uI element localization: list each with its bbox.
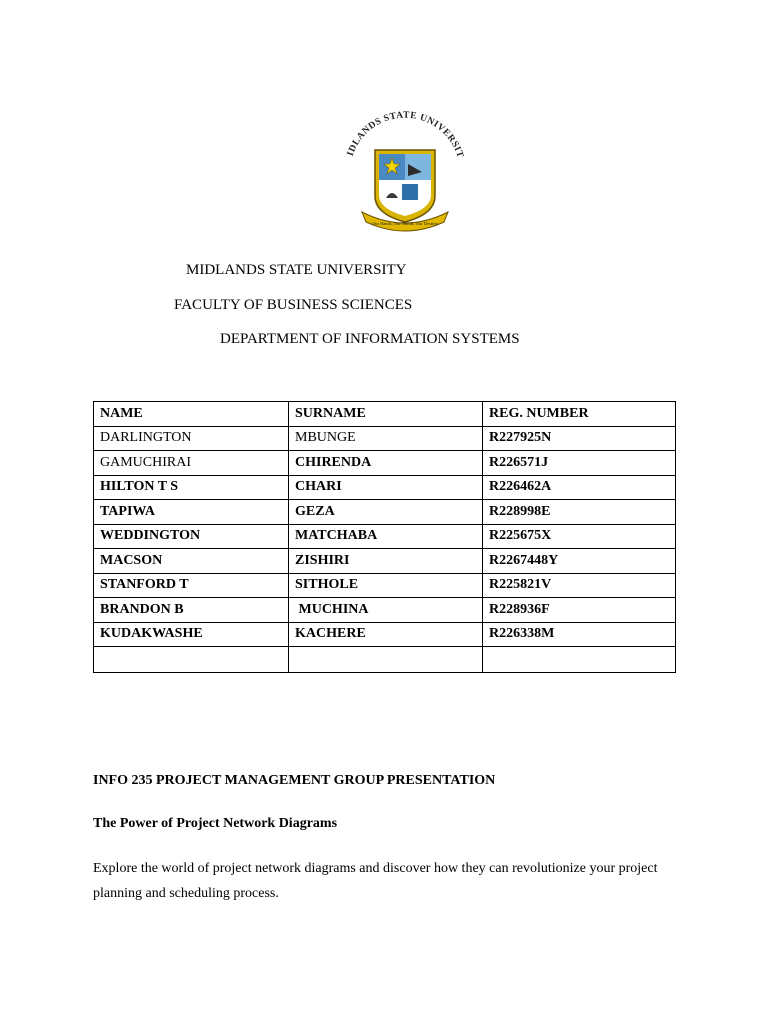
- course-title: INFO 235 PROJECT MANAGEMENT GROUP PRESENTATION: [93, 773, 496, 788]
- column-header-surname: SURNAME: [289, 402, 483, 427]
- member-name: HILTON T S: [94, 475, 289, 500]
- university-logo: [330, 88, 480, 238]
- column-header-reg-number: REG. NUMBER: [483, 402, 676, 427]
- group-members-table: [93, 401, 676, 673]
- member-name: BRANDON B: [94, 598, 289, 623]
- member-name: DARLINGTON: [94, 426, 289, 451]
- member-surname: GEZA: [289, 500, 483, 525]
- table-row: [94, 622, 676, 647]
- logo-motto: Our Hands, Our Minds, Our Destiny: [372, 221, 438, 226]
- table-row: [94, 573, 676, 598]
- member-reg-number: R2267448Y: [483, 549, 676, 574]
- member-name: STANFORD T: [94, 573, 289, 598]
- member-reg-number: R226338M: [483, 622, 676, 647]
- member-reg-number: R225821V: [483, 573, 676, 598]
- member-surname: ZISHIRI: [289, 549, 483, 574]
- table-row: [94, 549, 676, 574]
- university-crest-icon: [330, 88, 480, 238]
- empty-cell: [94, 647, 289, 673]
- table-row: [94, 475, 676, 500]
- university-name: MIDLANDS STATE UNIVERSITY: [186, 262, 407, 278]
- table-row: [94, 426, 676, 451]
- table-row: [94, 598, 676, 623]
- member-surname: CHARI: [289, 475, 483, 500]
- table-row-empty: [94, 647, 676, 673]
- member-surname: MATCHABA: [289, 524, 483, 549]
- svg-text:MIDLANDS STATE UNIVERSITY: [330, 88, 465, 160]
- logo-arc-text: IDLANDS STATE UNIVERSIT: [345, 110, 465, 160]
- member-surname: MUCHINA: [289, 598, 483, 623]
- topic-title: The Power of Project Network Diagrams: [93, 816, 338, 831]
- member-surname: KACHERE: [289, 622, 483, 647]
- faculty-name: FACULTY OF BUSINESS SCIENCES: [174, 297, 413, 313]
- intro-paragraph: Explore the world of project network diagrams and discover how they can revolutionize your project planning and scheduling process.: [93, 861, 658, 901]
- table-header-row: [94, 402, 676, 427]
- member-name: GAMUCHIRAI: [94, 451, 289, 476]
- member-reg-number: R228998E: [483, 500, 676, 525]
- member-name: KUDAKWASHE: [94, 622, 289, 647]
- member-reg-number: R226462A: [483, 475, 676, 500]
- member-name: TAPIWA: [94, 500, 289, 525]
- member-name: WEDDINGTON: [94, 524, 289, 549]
- member-reg-number: R228936F: [483, 598, 676, 623]
- column-header-name: NAME: [94, 402, 289, 427]
- member-name: MACSON: [94, 549, 289, 574]
- empty-cell: [289, 647, 483, 673]
- member-surname: MBUNGE: [289, 426, 483, 451]
- table-row: [94, 524, 676, 549]
- member-surname: CHIRENDA: [289, 451, 483, 476]
- member-reg-number: R227925N: [483, 426, 676, 451]
- member-reg-number: R225675X: [483, 524, 676, 549]
- table-row: [94, 451, 676, 476]
- member-surname: SITHOLE: [289, 573, 483, 598]
- department-name: DEPARTMENT OF INFORMATION SYSTEMS: [220, 331, 520, 347]
- table-row: [94, 500, 676, 525]
- member-reg-number: R226571J: [483, 451, 676, 476]
- empty-cell: [483, 647, 676, 673]
